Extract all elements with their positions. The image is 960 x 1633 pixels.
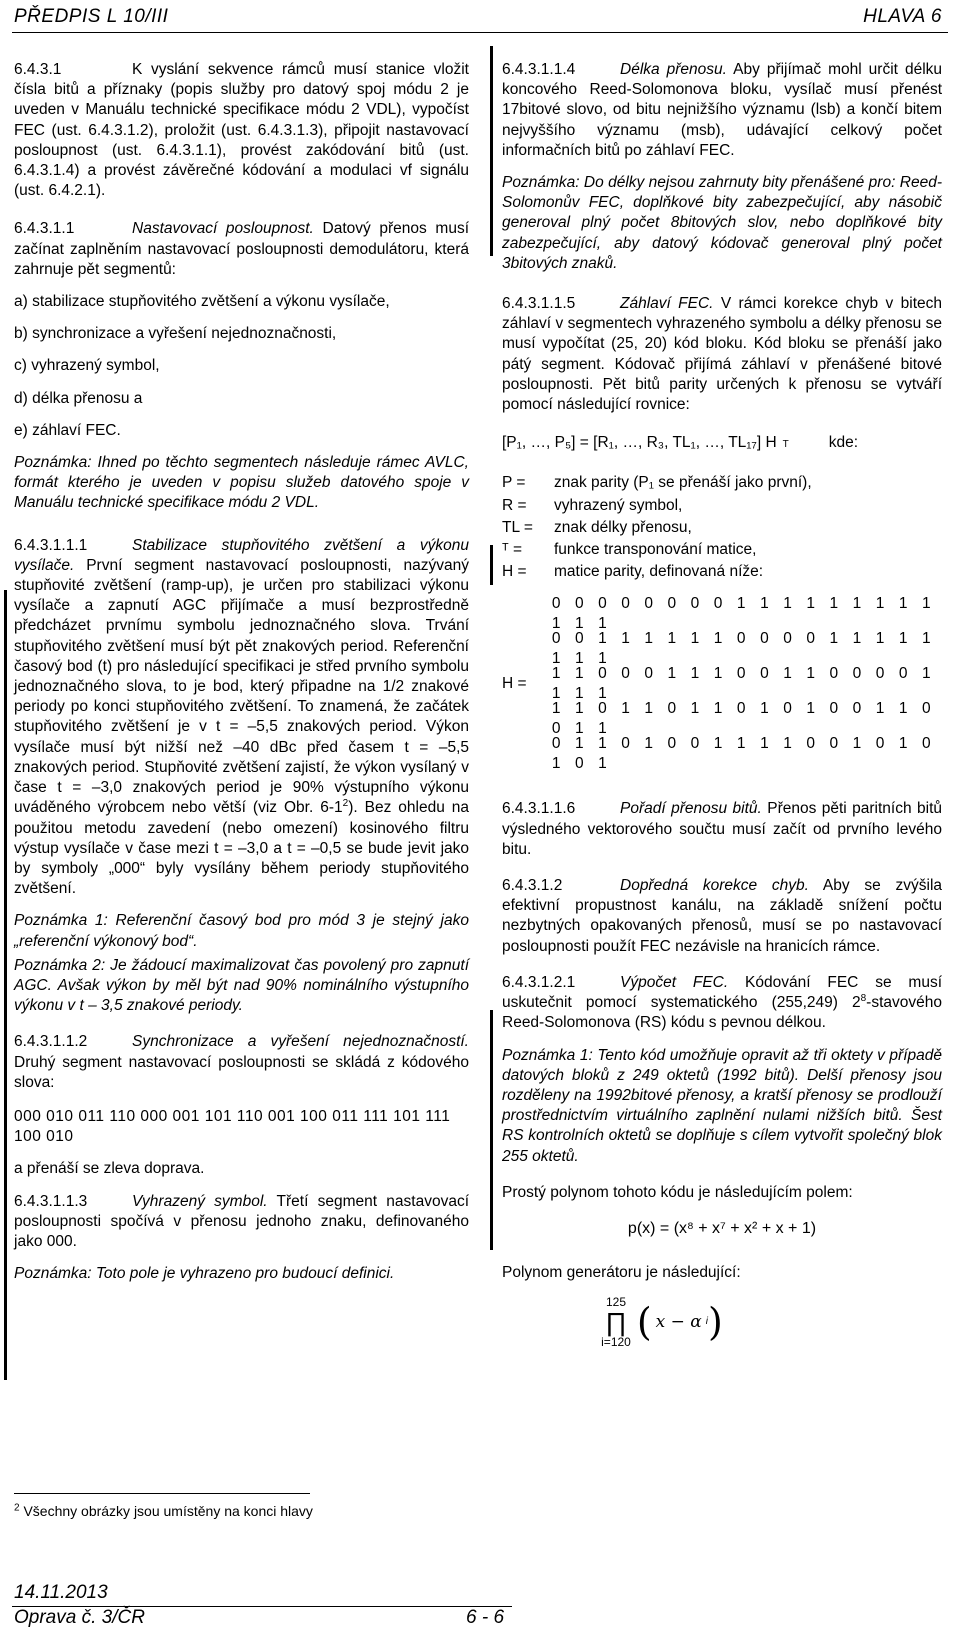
left-column (14, 60, 469, 1296)
def-row: H = matice parity, definovaná níže: (502, 563, 764, 581)
footnote: $^2$ Všechny obrázky jsou umístěny na konci hlavy (14, 1502, 313, 1519)
note-avlc: Poznámka: Ihned po těchto segmentech následuje rámec AVLC, formát kterého je uveden v popisu služeb datového spoje v Manuálu technické specifikace módu 2 VDL. (14, 454, 469, 512)
note-reserved: Poznámka: Toto pole je vyhrazeno pro budoucí definici. (14, 1265, 395, 1283)
header-rule (12, 32, 948, 33)
para-6-4-3-1-1-1: 6.4.3.1.1.1 Stabilizace stupňovitého zvětšení a výkonu vysílače. První segment nastavovací posloupnosti, nazývaný stupňovité zvětšení (ramp-up), je určen pro stabilizaci výkonu vysílače a zapnutí AGC přijímače a musí bezprostředně předcházet prvnímu symbolu jednoznačného slova. Trvání stupňovitého zvětšení musí být pět znakových period. Referenční časový bod (t) pro následující specifikaci je střed prvního symbolu jednoznačného slova, to je bod, který připadne na 1/2 znakové periody po konci stupňovitého zvětšení. To znamená, že začátek stupňovitého zvětšení je v t = –5,5 znakových period. Výkon vysílače musí být nižší než –40 dBc před časem t = –5,5 znakových period. Stupňovité zvětšení zajistí, že výkon vysílaný v čase t = –3,0 znakových period je 90% výstupního výkonu uváděného výrobcem nebo větší (viz Obr. $6-1^2$). Bez ohledu na použitou metodu zavedení (nebo omezení) kosinového filtru výstup vysílače v čase mezi t = –3,0 a t = –0,5 se bude jevit jako by symboly „000“ byly vysílány během periody stupňovitého zvětšení. (14, 536, 470, 898)
para-6-4-3-1-2: 6.4.3.1.2 Dopředná korekce chyb. Aby se zvýšila efektivní propustnost kanálu, na základě snížení počtu nezbytných opakovaných přenosů, musí se po nastavovací posloupnosti použít FEC nezávisle na hranicích rámce. (502, 877, 943, 955)
header-doc-id: PŘEDPIS L 10/III (14, 6, 169, 27)
para-6-4-3-1-2-1: 6.4.3.1.2.1 Výpočet FEC. Kódování FEC se musí uskutečnit pomocí systematického (255,249) $2^8$-stavového Reed-Solomonova (RS) kódu s pevnou délkou. (502, 973, 943, 1032)
def-row: P = znak parity (P₁ se přenáší jako první), (502, 474, 812, 492)
matrix-row: H = 1 1 0 0 0 1 1 1 0 0 1 1 0 0 0 0 1 1 1 1 (502, 664, 936, 702)
generator-polynomial-intro: Polynom generátoru je následující: (502, 1264, 741, 1282)
parity-equation: [P₁, …, P₅] = [R₁, …, R₃, TL₁, …, TL₁₇] H T kde: (502, 434, 859, 452)
header-chapter: HLAVA 6 (863, 6, 942, 27)
para-6-4-3-1-1-5: 6.4.3.1.1.5 Záhlaví FEC. V rámci korekce chyb v bitech záhlaví v segmentech vyhrazeného symbolu a délky přenosu se musí vypočítat (25, 20) kód bloku. Kód bloku se přenáší jako pátý segment. Kódovač přijímá záhlaví v přenášené bitové posloupnosti. Pět bitů parity určených k přenosu se vytváří pomocí následující rovnice: (502, 295, 942, 414)
para-6-4-3-1-1: 6.4.3.1.1 Nastavovací posloupnost. Datový přenos musí začínat zaplněním nastavovací posloupnosti demodulátoru, která zahrnuje pět segmentů: (14, 220, 470, 278)
footer-amendment: Oprava č. 3/ČR (14, 1607, 145, 1628)
para-6-4-3-1-1-2: 6.4.3.1.1.2 Synchronizace a vyřešení nejednoznačností. Druhý segment nastavovací posloupnosti se skládá z kódového slova: (14, 1033, 469, 1091)
list-item-b: b) synchronizace a vyřešení nejednoznačnosti, (14, 325, 337, 343)
primitive-polynomial: p(x) = (x⁸ + x⁷ + x² + x + 1) (627, 1219, 817, 1237)
generator-polynomial: 125 ∏ i=120 ( x − α i ) (601, 1295, 723, 1350)
note-reference-point: Poznámka 1: Referenční časový bod pro mód 3 je stejný jako „referenční výkonový bod“. (14, 912, 469, 950)
change-bar-right-3 (490, 1010, 493, 1250)
sync-direction: a přenáší se zleva doprava. (14, 1160, 205, 1178)
list-item-e: e) záhlaví FEC. (14, 421, 121, 439)
matrix-label: H = (502, 674, 527, 692)
sync-codeword: 000 010 011 110 000 001 101 110 001 100 011 111 101 111 100 010 (14, 1107, 451, 1146)
para-6-4-3-1-1-4: 6.4.3.1.1.4 Délka přenosu. Aby přijímač mohl určit délku koncového Reed-Solomonova bloku, vysílač musí přenést 17bitové slovo, od bitu nejnižšího významu (lsb) a končí bitem nejvyššího významu (msb), udávající celkový počet informačních bitů po záhlaví FEC. (502, 61, 943, 159)
change-bar-right-1 (490, 46, 493, 256)
list-item-a: a) stabilizace stupňovitého zvětšení a výkonu vysílače, (14, 293, 390, 311)
def-row: ᵀ = funkce transponování matice, (502, 541, 757, 559)
change-bar-right-2 (490, 545, 493, 585)
matrix-row: 0 0 0 0 0 0 0 0 1 1 1 1 1 1 1 1 1 1 1 1 (551, 594, 936, 632)
change-bar-left (4, 590, 7, 1380)
list-item-c: c) vyhrazený symbol, (14, 357, 160, 375)
footer-page-number: 6 - 6 (466, 1607, 505, 1628)
list-item-d: d) délka přenosu a (14, 389, 143, 407)
note-length: Poznámka: Do délky nejsou zahrnuty bity přenášené pro: Reed-Solomonův FEC, doplňkové bity zabezpečující, aby násobič generoval plný počet 8bitových slov, nebo doplňkové bity zabezpečující, aby datový kódovač generoval plný počet 3bitových znaků. (502, 174, 942, 272)
note-agc: Poznámka 2: Je žádoucí maximalizovat čas povolený pro zapnutí AGC. Avšak výkon by měl být nad 90% nominálního výstupního výkonu v t – 3,5 znakové periody. (14, 956, 469, 1015)
right-column (502, 60, 942, 1349)
parity-definitions (502, 473, 942, 582)
def-row: TL = znak délky přenosu, (502, 518, 692, 536)
para-6-4-3-1-1-3: 6.4.3.1.1.3 Vyhrazený symbol. Třetí segment nastavovací posloupnosti spočívá v přenosu jednoho znaku, definovaného jako 000. (14, 1192, 469, 1250)
matrix-row: 1 1 0 1 1 0 1 1 0 1 0 1 0 0 1 1 0 0 1 1 (551, 699, 936, 737)
matrix-row: 0 1 1 0 1 0 0 1 1 1 1 0 0 1 0 1 0 1 0 1 (551, 734, 936, 772)
primitive-polynomial-intro: Prostý polynom tohoto kódu je následujícím polem: (502, 1183, 853, 1201)
def-row: R = vyhrazený symbol, (502, 496, 683, 514)
footer-date: 14.11.2013 (14, 1582, 108, 1603)
matrix-row: 0 0 1 1 1 1 1 1 0 0 0 0 1 1 1 1 1 1 1 1 (551, 629, 936, 667)
parity-matrix (502, 596, 942, 771)
para-6-4-3-1-1-6: 6.4.3.1.1.6 Pořadí přenosu bitů. Přenos pěti paritních bitů výsledného vektorového součtu musí začít od prvního levého bitu. (502, 800, 943, 858)
note-rs-code: Poznámka 1: Tento kód umožňuje opravit až tři oktety v případě datových bloků z 249 oktetů (1992 bitů). Delší přenosy jsou rozděleny na 1992bitové přenosy, a kratší přenosy se prodlouží prostřednictvím virtuálního zaplnění nulami nižších bitů. Šest RS kontrolních oktetů se doplňuje s cílem vytvořit společný blok 255 oktetů. (502, 1046, 942, 1165)
para-6-4-3-1: 6.4.3.1 K vyslání sekvence rámců musí stanice vložit čísla bitů a příznaky (popis služby pro datový spoj módu 2 je uveden v Manuálu technické specifikace módu 2 VDL), vypočíst FEC (ust. 6.4.3.1.2), proložit (ust. 6.4.3.1.3), připojit nastavovací posloupnost (ust. 6.4.3.1.1), provést zakódování bitů (ust. 6.4.3.1.4) a provést závěrečné kódování a modulaci vf signálu (ust. 6.4.2.1). (14, 61, 469, 200)
footnote-rule (14, 1493, 310, 1494)
